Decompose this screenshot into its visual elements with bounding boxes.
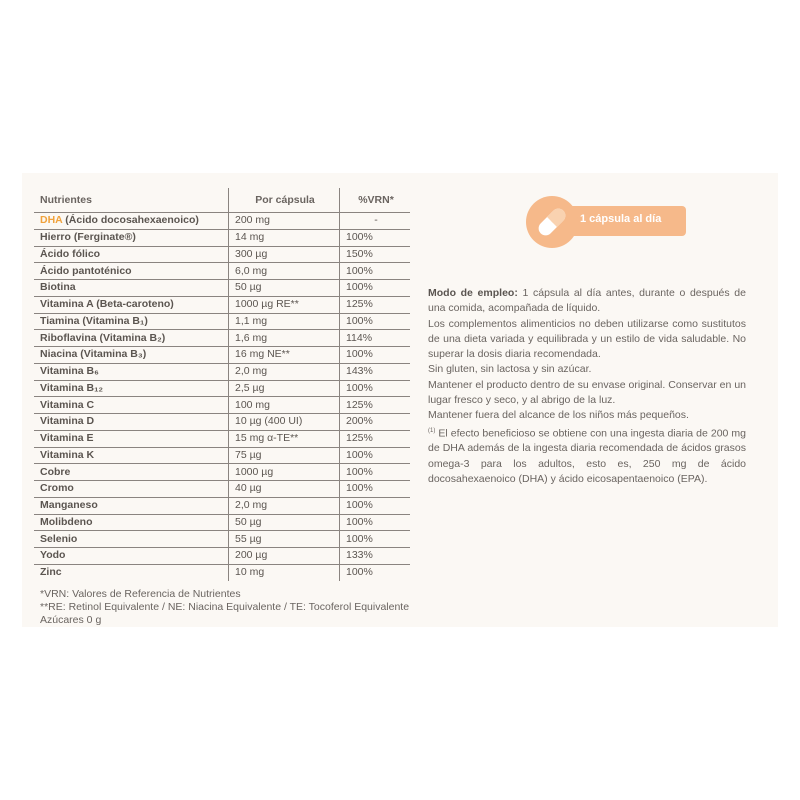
nutrient-name-text: Vitamina E: [40, 432, 94, 445]
nutrient-name: [34, 313, 229, 330]
nutrient-vrn: 100%: [340, 531, 411, 548]
nutrient-name: [34, 430, 229, 447]
nutrient-amount: 200 mg: [229, 213, 340, 230]
nutrient-name-text: Biotina: [40, 281, 76, 294]
nutrient-amount: 16 mg NE**: [229, 347, 340, 364]
usage-paragraph: Mantener fuera del alcance de los niños más pequeños.: [428, 409, 689, 422]
nutrient-name: [34, 414, 229, 431]
nutrient-vrn: 100%: [340, 313, 411, 330]
table-row: [34, 213, 410, 230]
nutrient-vrn: 100%: [340, 263, 411, 280]
table-row: [34, 246, 410, 263]
nutrient-amount: 10 µg (400 UI): [229, 414, 340, 431]
usage-title: Modo de empleo:: [428, 287, 518, 299]
table-row: [34, 447, 410, 464]
nutrient-name-text: Vitamina B₆: [40, 365, 99, 378]
table-row: [34, 229, 410, 246]
nutrition-table: [34, 188, 410, 581]
nutrient-name-text: Tiamina (Vitamina B₁): [40, 314, 148, 327]
nutrient-name: [34, 447, 229, 464]
nutrient-name-text: Vitamina A (Beta-caroteno): [40, 298, 174, 311]
nutrient-name-text: Vitamina D: [40, 415, 95, 428]
nutrient-name-text: Cromo: [40, 482, 74, 495]
usage-note: [428, 424, 746, 488]
table-row: [34, 397, 410, 414]
table-row: [34, 380, 410, 397]
nutrient-name-text: Cobre: [40, 465, 71, 478]
usage-note-mark: (1): [428, 427, 436, 434]
table-row: [34, 548, 410, 565]
nutrient-amount: 55 µg: [229, 531, 340, 548]
nutrient-name: [34, 347, 229, 364]
nutrient-name-highlight: DHA: [40, 214, 63, 227]
table-header-row: [34, 188, 410, 213]
table-row: [34, 531, 410, 548]
nutrient-name: [34, 497, 229, 514]
nutrient-amount: 50 µg: [229, 514, 340, 531]
nutrient-name-text: Yodo: [40, 549, 66, 562]
table-row: [34, 263, 410, 280]
nutrient-name-text: Selenio: [40, 532, 78, 545]
dosage-badge: [526, 196, 686, 240]
table-row: [34, 296, 410, 313]
nutrient-name: [34, 246, 229, 263]
nutrient-vrn: 150%: [340, 246, 411, 263]
nutrient-amount: 1,1 mg: [229, 313, 340, 330]
table-row: [34, 363, 410, 380]
nutrient-vrn: 100%: [340, 280, 411, 297]
usage-paragraph: Los complementos alimenticios no deben utilizarse como sustitutos de una dieta variada y equilibrada y un estilo de vida saludable. No superar la dosis diaria recomendada.: [428, 317, 746, 361]
nutrient-name: [34, 296, 229, 313]
nutrient-vrn: -: [340, 213, 411, 230]
nutrient-vrn: 143%: [340, 363, 411, 380]
nutrient-name-text: Ácido pantoténico: [40, 264, 132, 277]
nutrient-name-text: Riboflavina (Vitamina B₂): [40, 331, 166, 344]
nutrient-amount: 2,5 µg: [229, 380, 340, 397]
nutrient-name: [34, 380, 229, 397]
nutrient-vrn: 125%: [340, 296, 411, 313]
nutrient-vrn: 114%: [340, 330, 411, 347]
usage-paragraph: Mantener el producto dentro de su envase original. Conservar en un lugar fresco y seco, y al abrigo de la luz.: [428, 378, 746, 407]
nutrient-amount: 10 mg: [229, 564, 340, 580]
nutrient-name-text: (Ácido docosahexaenoico): [62, 214, 199, 227]
table-row: [34, 347, 410, 364]
nutrient-name-text: Vitamina B₁₂: [40, 381, 104, 394]
nutrient-amount: 1,6 mg: [229, 330, 340, 347]
table-row: [34, 497, 410, 514]
nutrient-vrn: 100%: [340, 380, 411, 397]
nutrient-vrn: 200%: [340, 414, 411, 431]
nutrient-vrn: 100%: [340, 464, 411, 481]
nutrient-name-text: Vitamina K: [40, 448, 95, 461]
nutrient-name-text: Molibdeno: [40, 515, 93, 528]
table-row: [34, 414, 410, 431]
nutrient-amount: 15 mg α-TE**: [229, 430, 340, 447]
header-nutrients: Nutrientes: [34, 188, 229, 213]
nutrient-amount: 14 mg: [229, 229, 340, 246]
header-per-capsule: Por cápsula: [229, 188, 340, 213]
nutrient-name-text: Vitamina C: [40, 398, 95, 411]
dosage-badge-label: 1 cápsula al día: [580, 213, 662, 225]
table-row: [34, 280, 410, 297]
nutrition-table-body: [34, 213, 410, 581]
nutrient-amount: 200 µg: [229, 548, 340, 565]
nutrient-vrn: 125%: [340, 397, 411, 414]
table-row: [34, 313, 410, 330]
footnote-equivalents: **RE: Retinol Equivalente / NE: Niacina Equivalente / TE: Tocoferol Equivalente: [40, 601, 410, 613]
nutrient-vrn: 100%: [340, 481, 411, 498]
capsule-icon: [526, 196, 578, 248]
nutrient-name: [34, 363, 229, 380]
nutrient-amount: 100 mg: [229, 397, 340, 414]
table-row: [34, 514, 410, 531]
table-row: [34, 481, 410, 498]
nutrient-vrn: 100%: [340, 514, 411, 531]
nutrient-name-text: Hierro (Ferginate®): [40, 231, 136, 244]
nutrient-name: [34, 397, 229, 414]
usage-intro-text: 1 cápsula al día antes, durante o después de una comida, acompañada de líquido.: [428, 287, 746, 315]
nutrient-name-text: Niacina (Vitamina B₃): [40, 348, 147, 361]
nutrient-vrn: 100%: [340, 564, 411, 580]
nutrient-name: [34, 229, 229, 246]
nutrient-name: [34, 263, 229, 280]
nutrient-vrn: 100%: [340, 447, 411, 464]
nutrient-name-text: Zinc: [40, 566, 62, 579]
nutrient-amount: 6,0 mg: [229, 263, 340, 280]
usage-instructions: [428, 286, 746, 487]
header-vrn: %VRN*: [340, 188, 411, 213]
nutrient-name: [34, 330, 229, 347]
nutrient-name: [34, 280, 229, 297]
nutrient-amount: 1000 µg: [229, 464, 340, 481]
nutrient-amount: 75 µg: [229, 447, 340, 464]
nutrient-vrn: 125%: [340, 430, 411, 447]
nutrient-name: [34, 548, 229, 565]
usage-intro: [428, 286, 746, 317]
nutrient-name: [34, 464, 229, 481]
footnotes: [40, 588, 409, 627]
nutrient-amount: 40 µg: [229, 481, 340, 498]
footnote-sugars: Azúcares 0 g: [40, 614, 102, 626]
nutrient-vrn: 100%: [340, 229, 411, 246]
footnote-vrn: *VRN: Valores de Referencia de Nutrientes: [40, 588, 241, 600]
nutrient-name: [34, 213, 229, 230]
nutrient-name: [34, 564, 229, 580]
nutrient-amount: 1000 µg RE**: [229, 296, 340, 313]
nutrient-name-text: Ácido fólico: [40, 247, 101, 260]
table-row: [34, 330, 410, 347]
nutrient-name: [34, 531, 229, 548]
nutrient-amount: 50 µg: [229, 280, 340, 297]
nutrient-name: [34, 481, 229, 498]
nutrient-vrn: 100%: [340, 347, 411, 364]
nutrient-vrn: 133%: [340, 548, 411, 565]
table-row: [34, 464, 410, 481]
nutrient-name-text: Manganeso: [40, 499, 98, 512]
nutrient-amount: 2,0 mg: [229, 497, 340, 514]
usage-paragraph: Sin gluten, sin lactosa y sin azúcar.: [428, 363, 592, 376]
usage-note-text: El efecto beneficioso se obtiene con una ingesta diaria de 200 mg de DHA además de la ingesta diaria recomendada de ácidos grasos omega-3 para los adultos, esto es, 250 mg de ácido docosahexaenoico (DHA) y ácido eicosapentaenoico (EPA).: [428, 427, 746, 486]
nutrient-amount: 2,0 mg: [229, 363, 340, 380]
nutrient-amount: 300 µg: [229, 246, 340, 263]
nutrient-vrn: 100%: [340, 497, 411, 514]
table-row: [34, 430, 410, 447]
nutrient-name: [34, 514, 229, 531]
table-row: [34, 564, 410, 580]
